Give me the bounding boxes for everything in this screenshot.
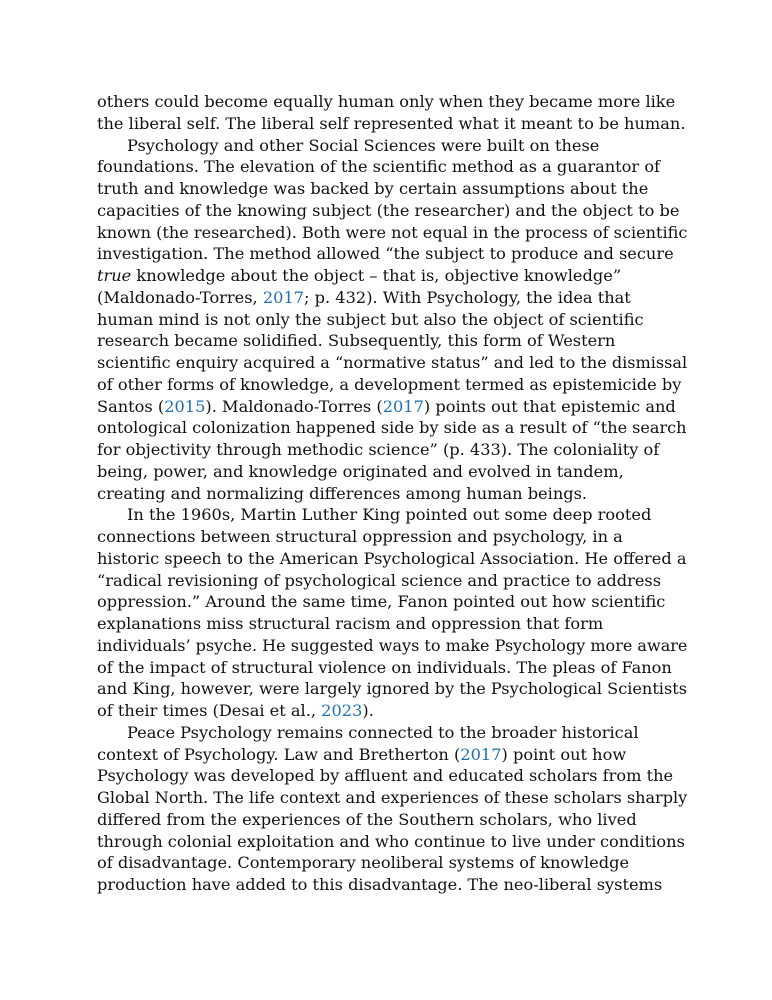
text-run: differed from the experiences of the Southern scholars, who lived xyxy=(97,809,637,829)
text-line xyxy=(97,831,687,853)
text-line xyxy=(97,374,687,396)
text-run: scientific enquiry acquired a “normative status” and led to the dismissal xyxy=(97,353,688,372)
text-run: through colonial exploitation and who continue to live under conditions xyxy=(97,831,685,851)
text-run: Psychology and other Social Sciences were built on these xyxy=(127,135,600,155)
text-line xyxy=(97,809,687,831)
text-line xyxy=(97,330,687,352)
text-line xyxy=(97,635,688,657)
text-line xyxy=(97,591,687,613)
text-run: of their times (Desai et al., xyxy=(97,701,322,720)
citation-year-link[interactable]: 2015 xyxy=(164,396,206,416)
text-run: Psychology was developed by affluent and educated scholars from the xyxy=(97,766,674,786)
text-run: known (the researched). Both were not equal in the process of scientific xyxy=(97,222,688,242)
text-run: human mind is not only the subject but also the object of scientific xyxy=(97,309,644,329)
text-line xyxy=(97,156,687,178)
text-line xyxy=(97,678,688,700)
paragraph-first-line xyxy=(97,135,687,157)
text-line xyxy=(97,243,687,265)
emphasized-text: true xyxy=(97,266,132,285)
text-run: Peace Psychology remains connected to the broader historical xyxy=(127,722,639,742)
text-run: ). Maldonado-Torres ( xyxy=(205,396,383,416)
text-run: Santos ( xyxy=(97,396,165,416)
text-line xyxy=(97,396,687,418)
text-run: individuals’ psyche. He suggested ways to make Psychology more aware xyxy=(97,635,688,655)
citation-year-link[interactable]: 2017 xyxy=(460,744,502,764)
text-run: research became solidified. Subsequently, this form of Western xyxy=(97,331,616,351)
text-run: production have added to this disadvantage. The neo-liberal systems xyxy=(97,875,663,894)
text-run: ). xyxy=(362,701,374,720)
text-line xyxy=(97,222,688,244)
text-run: context of Psychology. Law and Bretherton ( xyxy=(97,744,461,764)
citation-year-link[interactable]: 2023 xyxy=(321,701,363,720)
text-run: of other forms of knowledge, a development termed as epistemicide by xyxy=(97,374,682,394)
text-line xyxy=(97,113,687,135)
text-run: of the impact of structural violence on individuals. The pleas of Fanon xyxy=(97,657,672,677)
text-line xyxy=(97,352,688,374)
text-line xyxy=(97,700,687,722)
text-line xyxy=(97,744,687,766)
text-run: In the 1960s, Martin Luther King pointed out some deep rooted xyxy=(127,505,652,525)
text-line xyxy=(97,852,687,874)
text-run: being, power, and knowledge originated and evolved in tandem, xyxy=(97,461,624,481)
text-line xyxy=(97,309,687,331)
text-run: ) point out how xyxy=(501,744,627,764)
text-line xyxy=(97,874,687,896)
text-run: “radical revisioning of psychological science and practice to address xyxy=(97,570,662,590)
text-run: Global North. The life context and experiences of these scholars sharply xyxy=(97,788,688,807)
text-line xyxy=(97,570,687,592)
text-run: ontological colonization happened side by side as a result of “the search xyxy=(97,418,687,438)
text-run: others could become equally human only when they became more like xyxy=(97,92,676,111)
text-run: historic speech to the American Psychological Association. He offered a xyxy=(97,548,687,568)
text-line xyxy=(97,417,687,439)
text-run: creating and normalizing differences among human beings. xyxy=(97,483,588,503)
text-line xyxy=(97,483,687,505)
text-run: investigation. The method allowed “the subject to produce and secure xyxy=(97,244,674,264)
text-line xyxy=(97,200,687,222)
text-run: and King, however, were largely ignored by the Psychological Scientists xyxy=(97,679,688,699)
document-body xyxy=(97,91,687,896)
text-run: ) points out that epistemic and xyxy=(423,396,676,416)
text-line xyxy=(97,657,687,679)
text-line xyxy=(97,91,687,113)
text-run: (Maldonado-Torres, xyxy=(97,287,263,307)
citation-year-link[interactable]: 2017 xyxy=(262,287,305,307)
text-run: explanations miss structural racism and oppression that form xyxy=(97,614,604,633)
text-run: knowledge about the object – that is, objective knowledge” xyxy=(131,266,622,285)
citation-year-link[interactable]: 2017 xyxy=(382,396,424,416)
text-run: ; p. 432). With Psychology, the idea that xyxy=(304,287,631,307)
text-run: the liberal self. The liberal self represented what it meant to be human. xyxy=(97,113,686,133)
text-line xyxy=(97,765,687,787)
text-line xyxy=(97,178,687,200)
text-line xyxy=(97,787,688,809)
text-run: capacities of the knowing subject (the researcher) and the object to be xyxy=(97,200,680,220)
paragraph-first-line xyxy=(97,722,687,744)
text-line xyxy=(97,287,687,309)
text-run: oppression.” Around the same time, Fanon pointed out how scientific xyxy=(97,592,666,612)
paragraph-first-line xyxy=(97,504,687,526)
text-line xyxy=(97,526,687,548)
text-run: connections between structural oppression and psychology, in a xyxy=(97,527,623,546)
text-run: foundations. The elevation of the scientific method as a guarantor of xyxy=(97,157,661,177)
text-line xyxy=(97,439,687,461)
text-run: of disadvantage. Contemporary neoliberal systems of knowledge xyxy=(97,853,630,873)
text-line xyxy=(97,613,687,635)
text-line xyxy=(97,548,687,570)
text-line xyxy=(97,265,687,287)
text-line xyxy=(97,461,687,483)
text-run: for objectivity through methodic science” (p. 433). The coloniality of xyxy=(97,440,660,459)
text-run: truth and knowledge was backed by certain assumptions about the xyxy=(97,179,649,198)
